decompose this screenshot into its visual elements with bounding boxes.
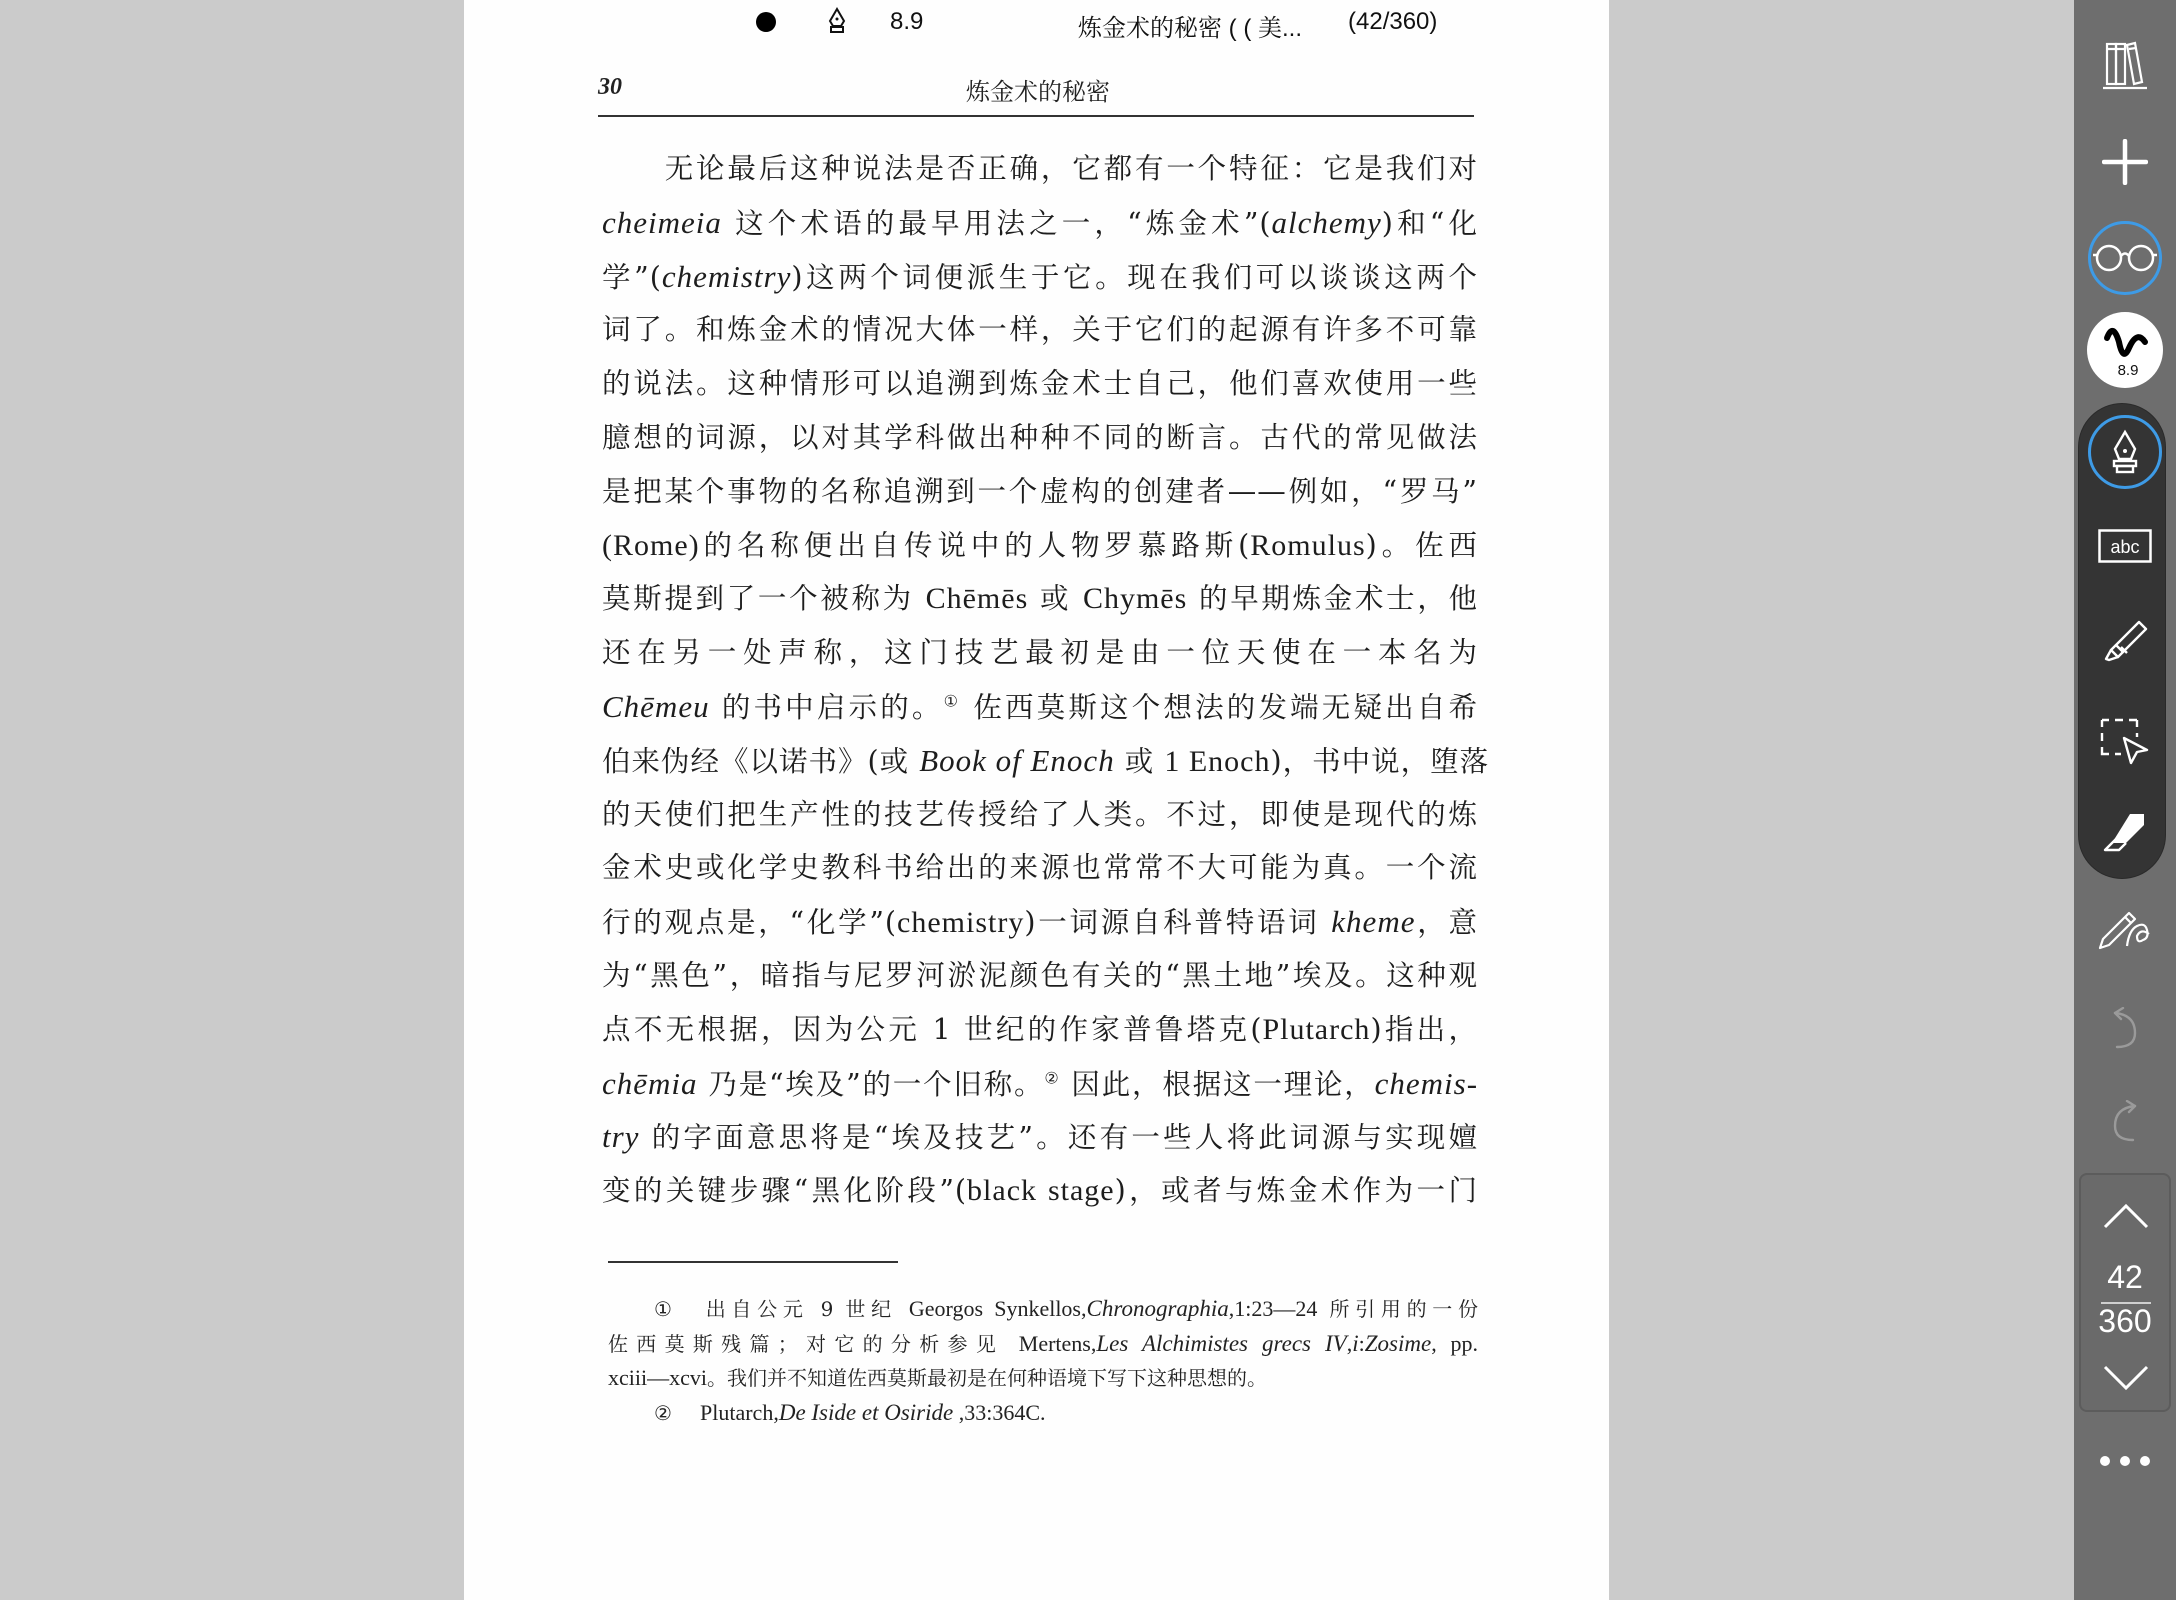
italic-term: De Iside et Osiride <box>778 1399 954 1425</box>
running-head <box>598 70 1478 118</box>
footnote-line <box>608 1327 1478 1362</box>
text-line <box>602 572 1478 626</box>
roman-term: : <box>1358 1330 1365 1356</box>
footnote-line <box>608 1396 1478 1431</box>
footnotes <box>608 1292 1478 1430</box>
reader-status-bar <box>464 0 1609 44</box>
signature-tool-button[interactable] <box>2074 890 2176 970</box>
text-run: 金术史或化学史教科书给出的来源也常常不大可能为真。一个流 <box>602 851 1478 885</box>
text-run: 词了。和炼金术的情况大体一样，关于它们的起源有许多不可靠 <box>602 313 1478 347</box>
text-run: 的书中启示的。 <box>709 690 944 724</box>
page-navigator <box>2079 1173 2171 1412</box>
text-run: 臆想的词源，以对其学科做出种种不同的断言。古代的常见做法 <box>602 420 1478 454</box>
roman-term: , <box>1346 1330 1353 1356</box>
pen-tool-button[interactable] <box>2074 412 2176 492</box>
book-title: 炼金术的秘密 ( ( 美... <box>1078 15 1302 42</box>
text-line <box>602 411 1478 465</box>
active-ring <box>2088 221 2162 295</box>
roman-term: , pp. <box>1431 1330 1479 1356</box>
footnote-marker: ② <box>654 1400 672 1425</box>
roman-term: Mertens, <box>1018 1330 1097 1356</box>
italic-term: kheme <box>1331 904 1416 940</box>
roman-term: xciii—xcvi <box>608 1365 707 1390</box>
more-button[interactable] <box>2074 1448 2176 1474</box>
redo-icon <box>2105 1100 2145 1146</box>
italic-term: chēmia <box>602 1065 698 1101</box>
text-line <box>602 303 1478 357</box>
roman-term: Plutarch, <box>700 1399 779 1425</box>
roman-term: 1 Enoch <box>1164 744 1271 778</box>
text-run: 莫斯提到了一个被称为 <box>602 582 926 616</box>
text-run: )指出， <box>1370 1012 1478 1046</box>
text-line <box>602 734 1490 788</box>
text-run: 的名称便出自传说中的人物罗慕路斯( <box>699 528 1251 562</box>
italic-term: alchemy <box>1271 204 1382 240</box>
footnote-rule <box>608 1261 898 1263</box>
text-run: 的早期炼金术士，他 <box>1187 582 1479 616</box>
current-page-number[interactable]: 42 <box>2107 1259 2143 1295</box>
footnote-marker: ① <box>654 1297 672 1321</box>
ellipsis-icon-dot <box>2100 1456 2110 1466</box>
svg-text:abc: abc <box>2110 537 2140 557</box>
text-line <box>602 357 1478 411</box>
running-title: 炼金术的秘密 <box>966 78 1110 106</box>
page-position: (42/360) <box>1348 8 1438 35</box>
footnote-ref[interactable]: ② <box>1044 1068 1061 1088</box>
header-rule <box>598 115 1474 117</box>
text-line <box>602 142 1478 196</box>
roman-term: (Rome) <box>602 528 700 562</box>
text-run: )，书中说，堕落 <box>1270 744 1490 778</box>
eraser-icon <box>2102 811 2148 853</box>
text-run: 所引用的一份 <box>1317 1297 1478 1321</box>
tool-sidebar <box>2074 0 2176 1600</box>
text-run: 。我们并不知道佐西莫斯最初是在何种语境下写下这种思想的。 <box>706 1366 1267 1390</box>
text-run: )。佐西 <box>1365 528 1478 562</box>
text-line <box>602 841 1478 895</box>
pen-width-label: 8.9 <box>2117 362 2139 379</box>
roman-term: Romulus <box>1250 528 1366 562</box>
abc-text-box-icon <box>2098 529 2152 563</box>
text-run: )，或者与炼金术作为一门 <box>1114 1174 1478 1208</box>
plus-icon <box>2102 139 2148 185</box>
text-run: 或 <box>1028 582 1083 616</box>
text-line <box>602 519 1478 573</box>
italic-term: chemis- <box>1374 1065 1479 1101</box>
italic-term: Book of Enoch <box>919 742 1115 778</box>
text-line <box>602 1164 1478 1218</box>
lasso-select-button[interactable] <box>2074 702 2176 782</box>
text-tool-button[interactable] <box>2074 506 2176 586</box>
text-run: 佐西莫斯残篇；对它的分析参见 <box>608 1331 1019 1356</box>
text-run: 学”( <box>602 260 662 294</box>
text-line <box>602 250 1478 304</box>
pen-width-button[interactable] <box>2074 310 2176 390</box>
text-run: 是把某个事物的名称追溯到一个虚构的创建者——例如，“罗马” <box>602 474 1478 508</box>
library-button[interactable] <box>2074 25 2176 105</box>
roman-term: Plutarch <box>1262 1012 1371 1046</box>
eraser-tool-button[interactable] <box>2074 792 2176 872</box>
total-pages: 360 <box>2098 1303 2152 1339</box>
pen-signature-icon <box>2097 910 2153 950</box>
text-run: 伯来伪经《以诺书》(或 <box>602 744 920 778</box>
text-run: ，意 <box>1415 906 1478 940</box>
text-line <box>602 680 1478 734</box>
footnote-ref[interactable]: ① <box>943 691 962 711</box>
reading-mode-button[interactable] <box>2074 218 2176 298</box>
text-run: 还在另一处声称，这门技艺最初是由一位天使在一本名为 <box>602 636 1478 670</box>
roman-term: ,33:364C. <box>953 1399 1046 1425</box>
italic-term: Zosime <box>1364 1330 1432 1356</box>
italic-term: cheimeia <box>602 204 722 240</box>
text-run: 的说法。这种情形可以追溯到炼金术士自己，他们喜欢使用一些 <box>602 367 1478 401</box>
text-run: 行的观点是，“化学”( <box>602 906 898 940</box>
text-run: 的天使们把生产性的技艺传授给了人类。不过，即使是现代的炼 <box>602 797 1478 831</box>
text-run: 这个术语的最早用法之一，“炼金术”( <box>721 206 1272 240</box>
text-run: 乃是“埃及”的一个旧称。 <box>697 1067 1045 1101</box>
highlighter-icon <box>2101 619 2149 665</box>
text-run: )和“化 <box>1381 206 1478 240</box>
body-text <box>602 142 1490 1218</box>
footnote-line <box>608 1292 1478 1327</box>
italic-term: Les Alchimistes grecs IV <box>1096 1330 1347 1356</box>
pen-width-swatch <box>2087 312 2163 388</box>
active-ring <box>2088 415 2162 489</box>
ellipsis-icon-dot <box>2120 1456 2130 1466</box>
italic-term: try <box>602 1119 640 1155</box>
text-run: 无论最后这种说法是否正确，它都有一个特征：它是我们对 <box>602 152 1478 185</box>
text-run: 的字面意思将是“埃及技艺”。还有一些人将此词源与实现嬗 <box>639 1121 1478 1155</box>
text-line <box>602 949 1478 1003</box>
add-button[interactable] <box>2074 122 2176 202</box>
italic-term: Chēmeu <box>602 688 710 724</box>
text-line <box>602 196 1478 250</box>
footnote-line <box>608 1361 1478 1396</box>
text-run: 佐西莫斯这个想法的发端无疑出自希 <box>961 690 1479 724</box>
roman-term: chemistry <box>897 906 1025 940</box>
roman-term: ,1:23—24 <box>1228 1296 1318 1321</box>
roman-term: Georgos Synkellos, <box>908 1296 1087 1321</box>
roman-term: black stage <box>967 1174 1115 1208</box>
italic-term: chemistry <box>661 258 792 294</box>
text-line <box>602 1003 1478 1057</box>
text-line <box>602 895 1478 949</box>
document-page[interactable] <box>464 0 1609 1600</box>
undo-button[interactable] <box>2074 990 2176 1070</box>
text-run: )这两个词便派生于它。现在我们可以谈谈这两个 <box>791 260 1478 294</box>
ellipsis-icon-dot <box>2140 1456 2150 1466</box>
text-run: 变的关键步骤“黑化阶段”( <box>602 1174 968 1208</box>
page-folio: 30 <box>598 74 622 100</box>
page-down-button[interactable] <box>2103 1365 2149 1391</box>
text-run: 因此，根据这一理论， <box>1060 1067 1375 1101</box>
text-line <box>602 465 1478 519</box>
filled-circle-icon <box>756 12 776 32</box>
italic-term: Chronographia <box>1086 1296 1229 1321</box>
roman-term: Chēmēs <box>925 582 1029 616</box>
fountain-pen-icon <box>826 7 848 35</box>
redo-button[interactable] <box>2074 1083 2176 1163</box>
page-up-button[interactable] <box>2103 1203 2149 1229</box>
text-run: 或 <box>1114 744 1165 778</box>
pen-width-value: 8.9 <box>890 8 924 35</box>
italic-term: i <box>1352 1330 1359 1356</box>
text-line <box>602 788 1478 842</box>
text-line <box>602 626 1478 680</box>
highlighter-tool-button[interactable] <box>2074 602 2176 682</box>
text-line <box>602 1110 1478 1164</box>
text-line <box>602 1057 1478 1111</box>
text-run: 出自公元 9 世纪 <box>700 1297 909 1321</box>
dashed-select-cursor-icon <box>2099 717 2151 767</box>
books-icon <box>2101 40 2149 90</box>
text-run: )一词源自科普特语词 <box>1024 906 1332 940</box>
undo-icon <box>2105 1007 2145 1053</box>
text-run: 为“黑色”，暗指与尼罗河淤泥颜色有关的“黑土地”埃及。这种观 <box>602 958 1478 992</box>
text-run: 点不无根据，因为公元 1 世纪的作家普鲁塔克( <box>602 1012 1263 1046</box>
roman-term: Chymēs <box>1082 582 1188 616</box>
